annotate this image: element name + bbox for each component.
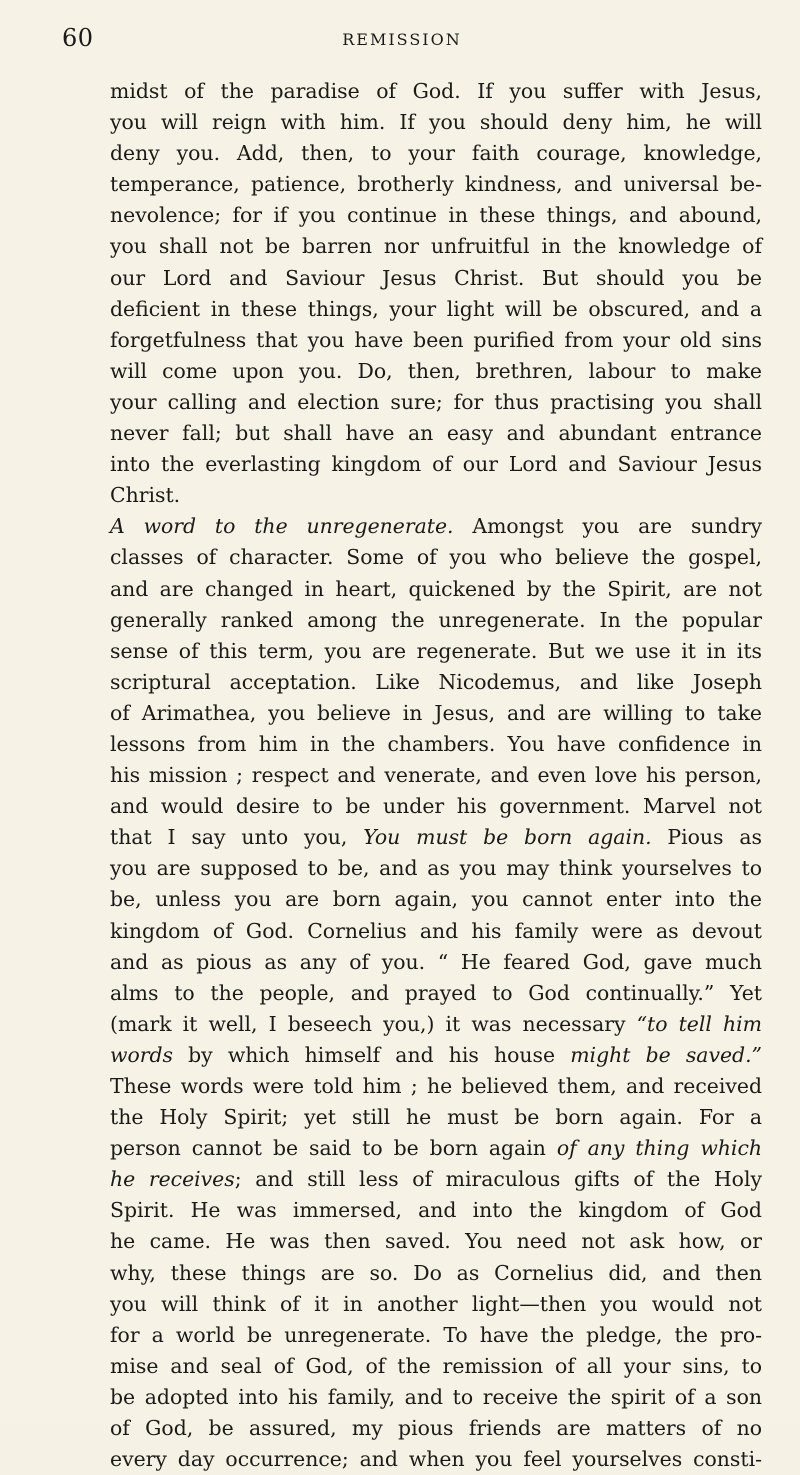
text-segment: These words were told him ; he believed them, and received [110, 1074, 762, 1098]
text-segment: and are changed in heart, quickened by the Spirit, are not [110, 576, 762, 601]
text-line [110, 760, 762, 791]
text-line [110, 231, 762, 262]
text-line [110, 1102, 762, 1133]
text-segment: that I say unto you, [110, 825, 364, 850]
body-text [110, 76, 762, 1475]
text-segment: for a world be unregenerate. To have the pledge, the pro- [110, 1322, 762, 1347]
text-segment: deficient in these things, your light will be obscured, and a [110, 296, 762, 321]
text-segment: he came. He was then saved. You need not ask how, or [110, 1229, 762, 1254]
text-line [110, 853, 762, 884]
text-segment: our Lord and Saviour Jesus Christ. But should you be [110, 265, 762, 290]
text-segment: Spirit. He was immersed, and into the kingdom of God [110, 1198, 762, 1223]
text-segment: scriptural acceptation. Like Nicodemus, and like Joseph [110, 669, 762, 694]
text-segment: nevolence; for if you continue in these things, and abound, [110, 203, 762, 228]
text-segment: Christ. [110, 483, 181, 508]
text-line [110, 138, 762, 169]
italic-text: words [110, 1042, 173, 1067]
text-segment: his mission ; respect and venerate, and even love his person, [110, 763, 762, 788]
italic-text: “to tell him [636, 1011, 762, 1036]
text-line [110, 356, 762, 387]
text-line [110, 1009, 762, 1040]
text-segment: and would desire to be under his government. Marvel not [110, 794, 762, 819]
text-line [110, 1071, 762, 1102]
text-line [110, 1133, 762, 1164]
text-line [110, 325, 762, 356]
text-line [110, 107, 762, 138]
text-line [110, 884, 762, 915]
text-line [110, 1289, 762, 1320]
text-line [110, 1040, 762, 1071]
text-line [110, 418, 762, 449]
text-line [110, 1258, 762, 1289]
text-segment: into the everlasting kingdom of our Lord and Saviour Jesus [110, 452, 762, 477]
text-segment: your calling and election sure; for thus practising you shall [110, 389, 762, 414]
page-number: 60 [62, 24, 94, 52]
running-head: REMISSION [342, 30, 462, 49]
text-segment: you will reign with him. If you should deny him, he will [110, 110, 762, 135]
text-segment: Pious as [651, 825, 762, 850]
text-segment: classes of character. Some of you who believe the gospel, [110, 545, 762, 570]
text-segment: person cannot be said to be born again [110, 1136, 557, 1161]
italic-text: of any thing which [556, 1136, 762, 1161]
text-line [110, 200, 762, 231]
text-segment: be adopted into his family, and to receive the spirit of a son [110, 1384, 762, 1409]
text-segment: mise and seal of God, of the remission of all your sins, to [110, 1353, 762, 1378]
text-line [110, 729, 762, 760]
text-line [110, 542, 762, 573]
text-line [110, 511, 762, 542]
text-segment: (mark it well, I beseech you,) it was necessary [110, 1011, 637, 1036]
text-line [110, 791, 762, 822]
text-line [110, 1413, 762, 1444]
text-segment: generally ranked among the unregenerate. In the popular [110, 607, 762, 632]
text-segment: Amongst you are sundry [453, 514, 762, 539]
text-line [110, 294, 762, 325]
text-segment: kingdom of God. Cornelius and his family were as devout [110, 918, 762, 943]
italic-text: A word to the unregenerate. [110, 514, 454, 539]
text-line [110, 1320, 762, 1351]
text-line [110, 387, 762, 418]
text-segment: midst of the paradise of God. If you suffer with Jesus, [110, 79, 762, 103]
text-line [110, 169, 762, 200]
text-segment: of God, be assured, my pious friends are matters of no [110, 1416, 762, 1441]
text-segment: every day occurrence; and when you feel yourselves consti- [110, 1447, 762, 1472]
text-line [110, 1351, 762, 1382]
text-line [110, 636, 762, 667]
text-line [110, 1444, 762, 1475]
text-segment: the Holy Spirit; yet still he must be born again. For a [110, 1105, 762, 1130]
text-line [110, 822, 762, 853]
text-segment: be, unless you are born again, you cannot enter into the [110, 887, 762, 912]
text-segment: temperance, patience, brotherly kindness, and universal be- [110, 172, 762, 197]
text-line [110, 263, 762, 294]
text-segment: ; and still less of miraculous gifts of the Holy [234, 1167, 762, 1192]
italic-text: You must be born again. [363, 825, 652, 850]
text-segment: by which himself and his house [173, 1042, 571, 1067]
italic-text: might be saved.” [570, 1042, 762, 1067]
text-line [110, 605, 762, 636]
text-line [110, 1195, 762, 1226]
page-header [62, 24, 742, 64]
text-segment: forgetfulness that you have been purified from your old sins [110, 327, 762, 352]
text-line [110, 1226, 762, 1257]
text-line [110, 698, 762, 729]
text-segment: lessons from him in the chambers. You have confidence in [110, 731, 762, 756]
text-segment: you will think of it in another light—then you would not [110, 1291, 762, 1316]
text-segment: alms to the people, and prayed to God continually.” Yet [110, 980, 762, 1005]
text-segment: will come upon you. Do, then, brethren, labour to make [110, 358, 762, 383]
italic-text: he receives [110, 1167, 235, 1192]
text-line [110, 76, 762, 107]
text-line [110, 916, 762, 947]
text-line [110, 449, 762, 480]
text-line [110, 947, 762, 978]
text-segment: deny you. Add, then, to your faith courage, knowledge, [110, 141, 762, 166]
text-line [110, 978, 762, 1009]
text-segment: of Arimathea, you believe in Jesus, and are willing to take [110, 700, 762, 725]
text-line [110, 1382, 762, 1413]
text-line [110, 480, 762, 511]
text-line [110, 574, 762, 605]
text-segment: why, these things are so. Do as Cornelius did, and then [110, 1260, 762, 1285]
text-segment: and as pious as any of you. “ He feared God, gave much [110, 949, 762, 974]
text-segment: never fall; but shall have an easy and abundant entrance [110, 421, 762, 446]
text-segment: you shall not be barren nor unfruitful in the knowledge of [110, 234, 762, 259]
text-line [110, 667, 762, 698]
text-segment: you are supposed to be, and as you may think yourselves to [110, 856, 762, 881]
text-line [110, 1164, 762, 1195]
text-segment: sense of this term, you are regenerate. But we use it in its [110, 638, 762, 663]
